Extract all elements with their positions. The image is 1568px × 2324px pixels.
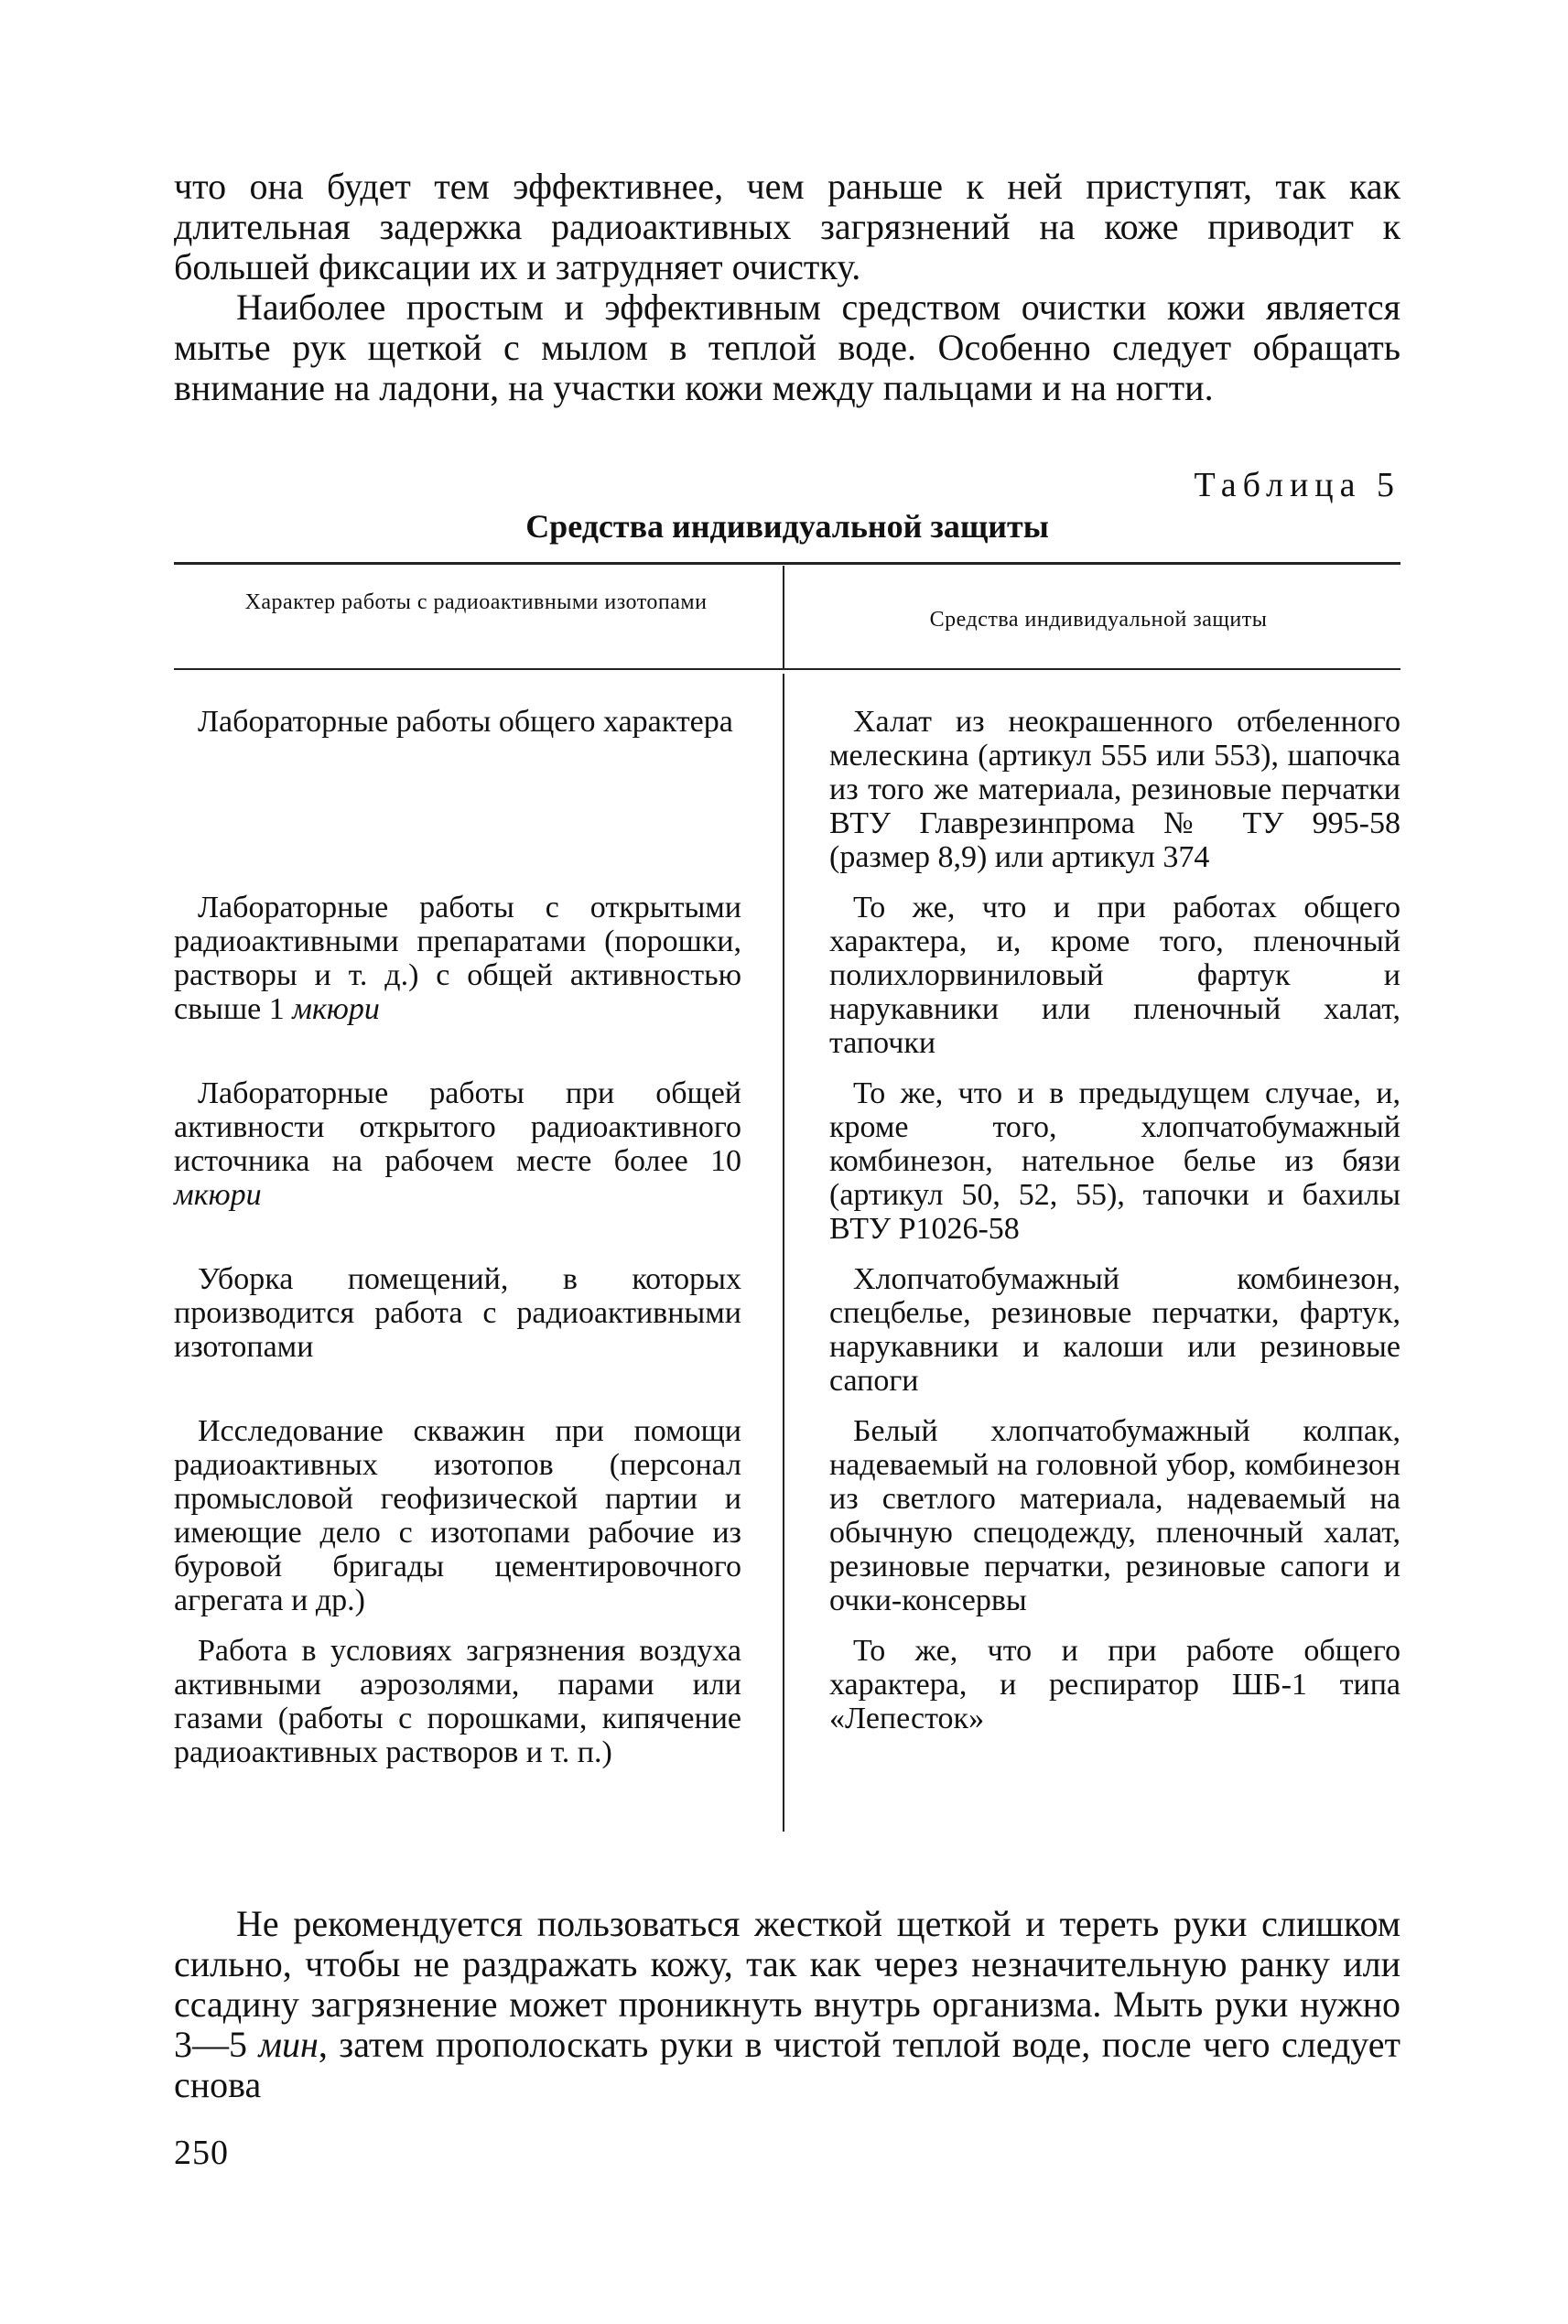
table-header-protection: Средства индивидуальной защиты (929, 608, 1268, 632)
table-header-work: Характер работы с радиоактивными изотопами (244, 590, 708, 614)
table-cell-protection: Хлопчатобумажный комбинезон, спецбелье, резиновые перчатки, фартук, нарукавники и калоши или резиновые сапоги (829, 1262, 1400, 1398)
table-cell-protection: Халат из неокрашенного отбеленного мелескина (артикул 555 или 553), шапочка из того же материала, резиновые перчатки ВТУ Главрезинпрома № ТУ 995-58 (размер 8,9) или артикул 374 (829, 705, 1400, 874)
table-header-divider (783, 566, 784, 668)
table-cell-work: Уборка помещений, в которых производится работа с радиоактивными изотопами (174, 1262, 741, 1364)
table-row (174, 1262, 1400, 1398)
table-cell-work: Работа в условиях загрязнения воздуха активными аэрозолями, парами или газами (работы с порошками, кипячение радиоактивных растворов и т. п.) (174, 1634, 741, 1769)
paragraph-cleaning-text: Наиболее простым и эффективным средством очистки кожи является мытье рук щеткой с мылом в теплой воде. Особенно следует обращать внимание на ладони, на участки кожи между пальцами и на ногти. (174, 286, 1400, 408)
paragraph-top (174, 167, 1400, 287)
table-top-rule (174, 562, 1400, 565)
table-cell-work: Лабораторные работы общего характера (198, 705, 733, 739)
table-row (174, 1634, 1400, 1769)
table-cell-protection: То же, что и в предыдущем случае, и, кроме того, хлопчатобумажный комбинезон, нательное белье из бязи (артикул 50, 52, 55), тапочки и бахилы ВТУ Р1026-58 (829, 1076, 1400, 1246)
table-row (174, 1414, 1400, 1617)
table-cell-protection: То же, что и при работе общего характера, и респиратор ШБ-1 типа «Лепесток» (829, 1634, 1400, 1735)
paragraph-bottom (174, 1904, 1400, 2105)
table-row (174, 1076, 1400, 1246)
table-cell-work: Лабораторные работы с открытыми радиоактивными препаратами (порошки, растворы и т. д.) с общей активностью свыше 1 мкюри (174, 891, 741, 1026)
paragraph-top-text: что она будет тем эффективнее, чем раньше к ней приступят, так как длительная задержка радиоактивных загрязнений на коже приводит к большей фиксации их и затрудняет очистку. (174, 166, 1400, 287)
table-cell-work: Исследование скважин при помощи радиоактивных изотопов (персонал промысловой геофизической партии и имеющие дело с изотопами рабочие из буровой бригады цементировочного агрегата и др.) (174, 1414, 741, 1617)
table-cell-work: Лабораторные работы при общей активности открытого радиоактивного источника на рабочем месте более 10 мкюри (174, 1076, 741, 1212)
table-cell-protection: Белый хлопчатобумажный колпак, надеваемый на головной убор, комбинезон из светлого материала, надеваемый на обычную спецодежду, пленочный халат, резиновые перчатки, резиновые сапоги и очки-консервы (829, 1414, 1400, 1617)
table-cell-protection: То же, что и при работах общего характера, и, кроме того, пленочный полихлорвиниловый фартук и нарукавники или пленочный халат, тапочки (829, 891, 1400, 1060)
paragraph-bottom-text: Не рекомендуется пользоваться жесткой щеткой и тереть руки слишком сильно, чтобы не раздражать кожу, так как через незначительную ранку или ссадину загрязнение может проникнуть внутрь организма. Мыть руки нужно 3—5 мин, затем прополоскать руки в чистой теплой воде, после чего следует снова (174, 1903, 1400, 2105)
table-header-rule (174, 668, 1400, 670)
page-number: 250 (174, 2134, 229, 2172)
table-body (174, 705, 1400, 1786)
table-row (174, 891, 1400, 1060)
table-row (174, 705, 1400, 874)
table-number: Таблица 5 (1194, 466, 1400, 504)
paragraph-cleaning (174, 287, 1400, 408)
table-title: Средства индивидуальной защиты (525, 508, 1049, 545)
